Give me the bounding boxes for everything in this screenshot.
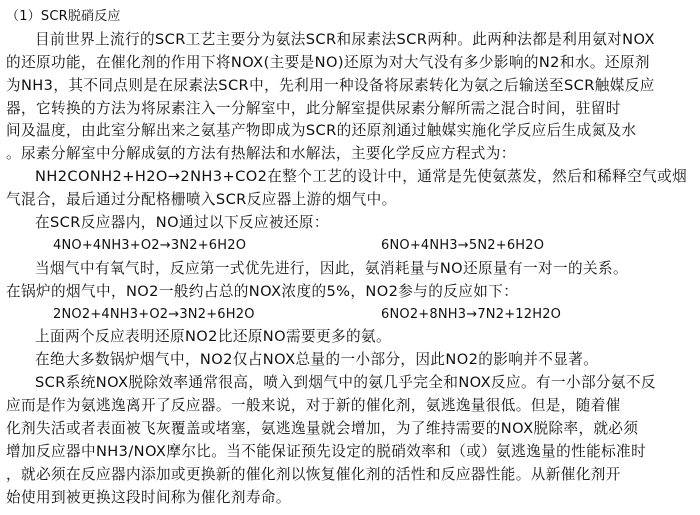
equation-4: 6NO2+8NH3→7N2+12H2O	[381, 306, 562, 322]
equation-1: 4NO+4NH3+O2→3N2+6H2O	[53, 237, 247, 253]
paragraph-line: 的还原功能，在催化剂的作用下将NOX(主要是NO)还原为对大气没有多少影响的N2和水。还原剂	[6, 53, 650, 71]
paragraph-line: 始使用到被更换这段时间称为催化剂寿命。	[6, 488, 291, 506]
paragraph-line: 器，它转换的方法为将尿素注入一分解室中，此分解室提供尿素分解所需之混合时间，驻留时	[6, 99, 621, 117]
paragraph-line: 。尿素分解室中分解成氨的方法有热解法和水解法，主要化学反应方程式为：	[6, 145, 516, 163]
paragraph-line: 在绝大多数锅炉烟气中，NO2仅占NOX总量的一小部分，因此NO2的影响并不显著。	[35, 351, 599, 369]
paragraph-line: 在SCR反应器内，NO通过以下反应被还原：	[35, 214, 329, 232]
paragraph-line: 应而是作为氨逃逸离开了反应器。一般来说，对于新的催化剂，氨逃逸量很低。但是，随着催	[6, 397, 621, 415]
paragraph-line: 为NH3，其不同点则是在尿素法SCR中，先利用一种设备将尿素转化为氨之后输送至SCR触媒反应	[6, 76, 655, 94]
paragraph-line: 当烟气中有氧气时，反应第一式优先进行，因此，氨消耗量与NO还原量有一对一的关系。	[35, 259, 628, 277]
paragraph-line: NH2CONH2+H2O→2NH3+CO2在整个工艺的设计中，通常是先使氨蒸发，然后和稀释空气或烟	[35, 168, 688, 186]
paragraph-line: 化剂失活或者表面被飞灰覆盖或堵塞，氨逃逸量就会增加，为了维持需要的NOX脱除率，就必须	[6, 420, 639, 438]
paragraph-line: SCR系统NOX脱除效率通常很高，喷入到烟气中的氨几乎完全和NOX反应。有一小部分氨不反	[35, 374, 656, 392]
paragraph-line: 上面两个反应表明还原NO2比还原NO需要更多的氨。	[35, 328, 391, 346]
paragraph-line: 在锅炉的烟气中，NO2一般约占总的NOX浓度的5%，NO2参与的反应如下：	[6, 282, 519, 300]
paragraph-line: 目前世界上流行的SCR工艺主要分为氨法SCR和尿素法SCR两种。此两种法都是利用氨对NOX	[35, 30, 655, 48]
paragraph-line: 气混合，最后通过分配格栅喷入SCR反应器上游的烟气中。	[6, 191, 397, 209]
paragraph-line: 间及温度，由此室分解出来之氨基产物即成为SCR的还原剂通过触媒实施化学反应后生成氮及水	[6, 122, 637, 140]
equation-row-2	[6, 304, 694, 327]
equation-row-1	[6, 235, 694, 258]
section-heading: （1）SCR脱硝反应	[6, 9, 121, 24]
equation-2: 6NO+4NH3→5N2+6H2O	[381, 237, 545, 253]
equation-3: 2NO2+4NH3+O2→3N2+6H2O	[53, 306, 255, 322]
paragraph-line: ，就必须在反应器内添加或更换新的催化剂以恢复催化剂的活性和反应器性能。从新催化剂开	[6, 465, 621, 483]
paragraph-line: 增加反应器中NH3/NOX摩尔比。当不能保证预先设定的脱硝效率和（或）氨逃逸量的性能标准时	[6, 442, 647, 460]
